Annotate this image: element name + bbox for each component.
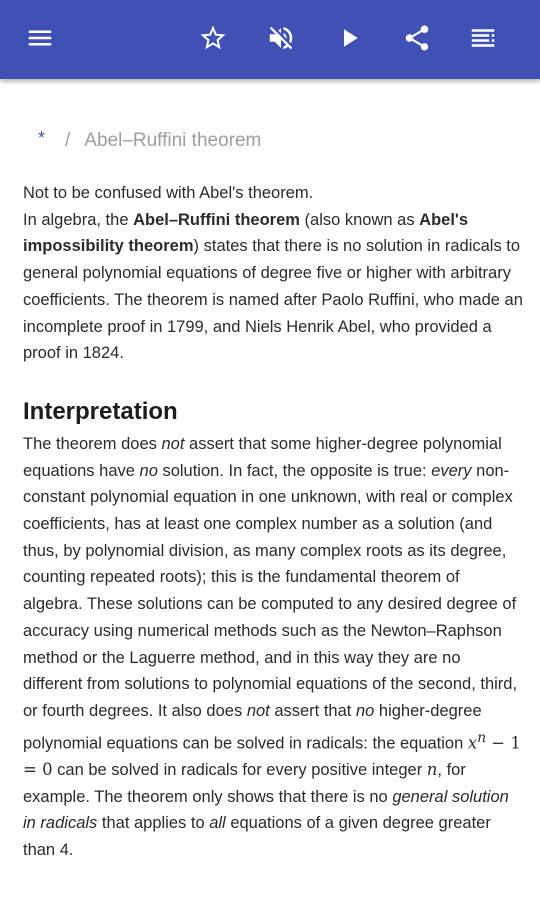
body-text: , for example. The theorem only shows that there is no [23,760,466,806]
section-heading: Interpretation [23,397,178,425]
hatnote [23,180,523,207]
intro-text: ) states that there is no solution in radicals to general polynomial equations of degree five or higher with arbitrary coefficients. The theorem is named after Paolo Ruffini, who made an incomplete proof in 1799, and Niels Henrik Abel, who provided a proof in 1824. [23,237,523,363]
intro-text: (also known as [299,210,420,229]
body-text: non-constant polynomial equation in one unknown, with real or complex coefficients, has at least one complex number as a solution (and thus, by polynomial division, as many complex roots as its degree, counting repeated roots); this is the fundamental theorem of algebra. These solutions can be computed to any desired degree of accuracy using numerical methods such as the Newton–Raphson method or the Laguerre method, and in this way they are no different from solutions to polynomial equations of the second, third, or fourth degrees. It also does [23,461,518,720]
math-variable: x [467,733,478,753]
breadcrumb [38,128,261,152]
math-variable: n [426,759,438,779]
emphasis: not [246,701,270,720]
toc-button[interactable] [462,19,504,61]
article-content [23,180,523,864]
body-text: equations of a given degree greater than 4. [23,814,491,859]
math-expression: − 1 = 0 [23,733,521,779]
body-text: assert that [269,701,356,720]
body-text: solution. In fact, the opposite is true: [157,461,432,480]
share-icon [402,23,432,58]
body-text: higher-degree polynomial equations can be solved in radicals: the equation [23,701,482,753]
body-text: The theorem does [23,434,162,453]
app-toolbar [0,0,540,79]
intro-paragraph [23,207,523,367]
emphasis: every [431,461,472,480]
body-text: can be solved in radicals for every positive integer [52,760,427,779]
bold-term: Abel–Ruffini theorem [133,210,300,229]
play-button[interactable] [328,19,370,61]
breadcrumb-separator: / [65,130,71,151]
emphasis: no [139,461,158,480]
star-outline-icon [198,23,228,58]
breadcrumb-current: Abel–Ruffini theorem [84,130,262,151]
breadcrumb-home-link[interactable]: * [38,128,46,148]
share-button[interactable] [396,19,438,61]
bold-term: Abel's impossibility theorem [23,210,469,256]
favorite-button[interactable] [192,19,234,61]
mute-button[interactable] [260,19,302,61]
body-text: assert that some higher-degree polynomial equations have [23,434,502,480]
emphasis: all [209,814,226,833]
hatnote-text[interactable]: Not to be confused with Abel's theorem. [23,184,314,202]
emphasis: general solution in radicals [23,787,509,833]
emphasis: not [161,434,185,453]
body-text: that applies to [97,814,210,833]
intro-text: In algebra, the [23,210,134,229]
menu-icon [25,23,55,58]
list-icon [468,23,498,58]
volume-off-icon [266,23,296,58]
emphasis: no [355,701,375,720]
math-exponent: n [477,729,487,746]
play-icon [334,23,364,58]
menu-button[interactable] [19,19,61,61]
interpretation-paragraph [23,431,523,864]
